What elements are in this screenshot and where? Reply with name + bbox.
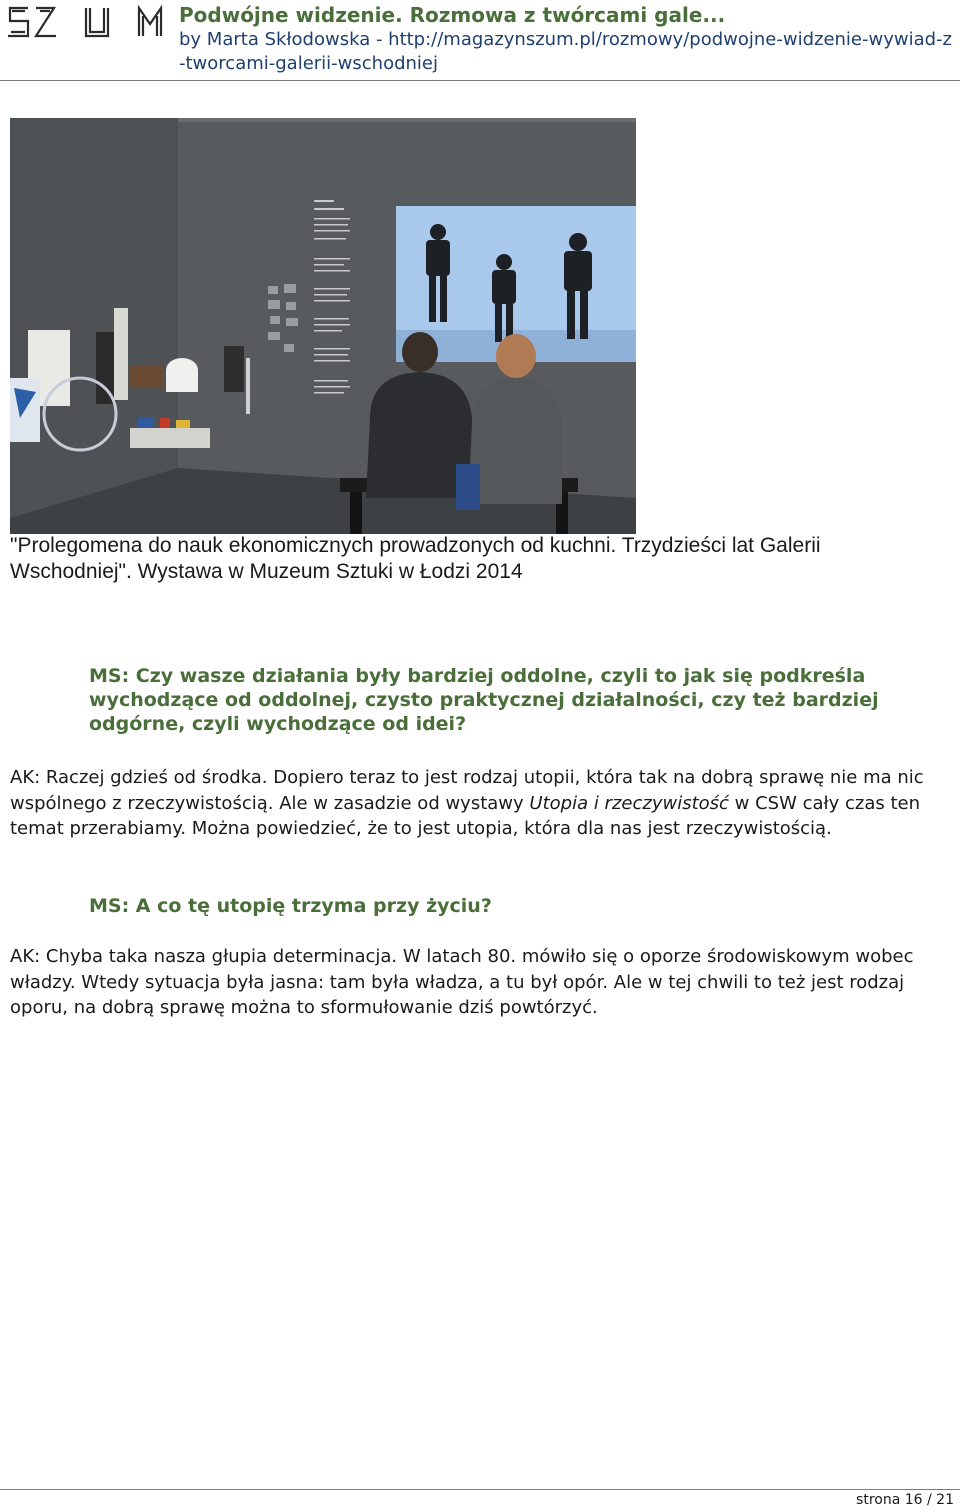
page-number: strona 16 / 21 xyxy=(856,1492,954,1508)
answer-2: AK: Chyba taka nasza głupia determinacja. W latach 80. mówiło się o oporze środowiskowym wobec władzy. Wtedy sytuacja była jasna: tam była władza, a tu był opór. Ale w tej chwili to też jest rodzaj oporu, na dobrą sprawę można to sformułowanie dziś powtórzyć. xyxy=(10,946,914,1018)
answer-1-text-a: AK: Raczej gdzieś od środka. Dopiero teraz to jest rodzaj utopii, która tak na dobrą sprawę nie ma nic wspólnego z rzeczywistością. Ale w zasadzie od wystawy xyxy=(10,767,924,814)
szum-logo xyxy=(4,2,164,42)
photo-caption: "Prolegomena do nauk ekonomicznych prowadzonych od kuchni. Trzydzieści lat Galerii Wschodniej". Wystawa w Muzeum Sztuki w Łodzi 2014 xyxy=(10,534,821,583)
footer-divider xyxy=(0,1489,960,1490)
source-link[interactable]: by Marta Skłodowska - http://magazynszum.pl/rozmowy/podwojne-widzenie-wywiad-z-tworcami-galerii-wschodniej xyxy=(179,29,952,74)
answer-1-text-b: w CSW cały czas ten temat przerabiamy. Można powiedzieć, że to jest utopia, która dla nas jest rzeczywistością. xyxy=(10,792,921,839)
exhibition-title: Utopia i rzeczywistość xyxy=(529,792,729,814)
question-2: MS: A co tę utopię trzyma przy życiu? xyxy=(89,895,492,917)
answer-1 xyxy=(10,765,955,842)
header-divider xyxy=(0,80,960,81)
question-1: MS: Czy wasze działania były bardziej oddolne, czyli to jak się podkreśla wychodzące od oddolnej, czysto praktycznej działalności, czy też bardziej odgórne, czyli wychodzące od idei? xyxy=(89,665,879,735)
document-title: Podwójne widzenie. Rozmowa z twórcami gale... xyxy=(179,3,726,27)
exhibition-photo xyxy=(10,118,636,534)
